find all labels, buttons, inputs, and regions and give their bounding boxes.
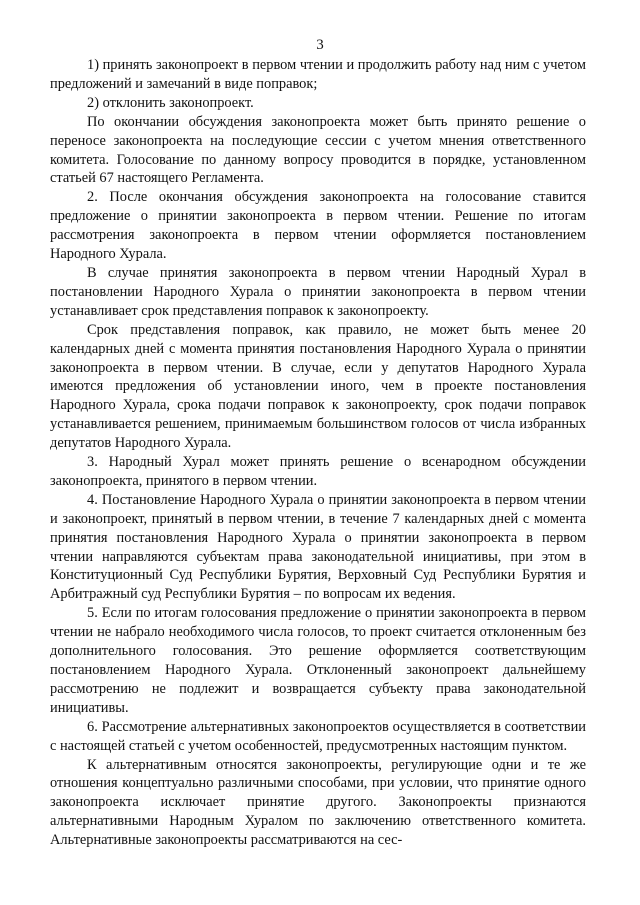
paragraph-11: К альтернативным относятся законопроекты, регулирующие одни и те же отношения концептуально различными способами, при условии, что принятие одного законопроекта исключает принятие другого. Законопроекты признаются альтернативными Народным Хуралом по заключению ответственного комитета. Альтернативные законопроекты рассматриваются на сес-	[50, 756, 586, 849]
paragraph-8: 4. Постановление Народного Хурала о принятии законопроекта в первом чтении и законопроект, принятый в первом чтении, в течение 7 календарных дней с момента принятия постановления Народного Хурала о принятии законопроекта в первом чтении направляются субъектам права законодательной инициативы, при этом в Конституционный Суд Республики Бурятия, Верховный Суд Республики Бурятия и Арбитражный суд Республики Бурятия – по вопросам их ведения.	[50, 491, 586, 603]
paragraph-10: 6. Рассмотрение альтернативных законопроектов осуществляется в соответствии с настоящей статьей с учетом особенностей, предусмотренных настоящим пунктом.	[50, 718, 586, 754]
paragraph-4: 2. После окончания обсуждения законопроекта на голосование ставится предложение о принятии законопроекта в первом чтении. Решение по итогам рассмотрения законопроекта в первом чтении оформляется постановлением Народного Хурала.	[50, 189, 586, 263]
paragraph-2: 2) отклонить законопроект.	[87, 94, 254, 111]
page-number: 3	[316, 37, 324, 53]
paragraph-9: 5. Если по итогам голосования предложение о принятии законопроекта в первом чтении не набрало необходимого числа голосов, то проект считается отклоненным без дополнительного голосования. Это решение оформляется соответствующим постановлением Народного Хурала. Отклоненный законопроект дальнейшему рассмотрению не подлежит и возвращается субъекту права законодательной инициативы.	[50, 605, 586, 716]
document-body	[50, 56, 586, 850]
paragraph-5: В случае принятия законопроекта в первом чтении Народный Хурал в постановлении Народного Хурала о принятии законопроекта в первом чтении устанавливает срок представления поправок к законопроекту.	[50, 264, 586, 319]
paragraph-3: По окончании обсуждения законопроекта может быть принято решение о переносе законопроекта на последующие сессии с учетом мнения ответственного комитета. Голосование по данному вопросу проводится в порядке, установленном статьей 67 настоящего Регламента.	[50, 113, 586, 187]
paragraph-7: 3. Народный Хурал может принять решение о всенародном обсуждении законопроекта, принятого в первом чтении.	[50, 454, 586, 489]
paragraph-6: Срок представления поправок, как правило, не может быть менее 20 календарных дней с момента принятия постановления Народного Хурала о принятии законопроекта в первом чтении. В случае, если у депутатов Народного Хурала имеются предложения об установлении иного, чем в проекте постановления Народного Хурала, срока подачи поправок к законопроекту, срок подачи поправок устанавливается решением, принимаемым большинством голосов от числа избранных депутатов Народного Хурала.	[50, 321, 586, 452]
paragraph-1: 1) принять законопроект в первом чтении и продолжить работу над ним с учетом предложений и замечаний в виде поправок;	[50, 57, 586, 92]
